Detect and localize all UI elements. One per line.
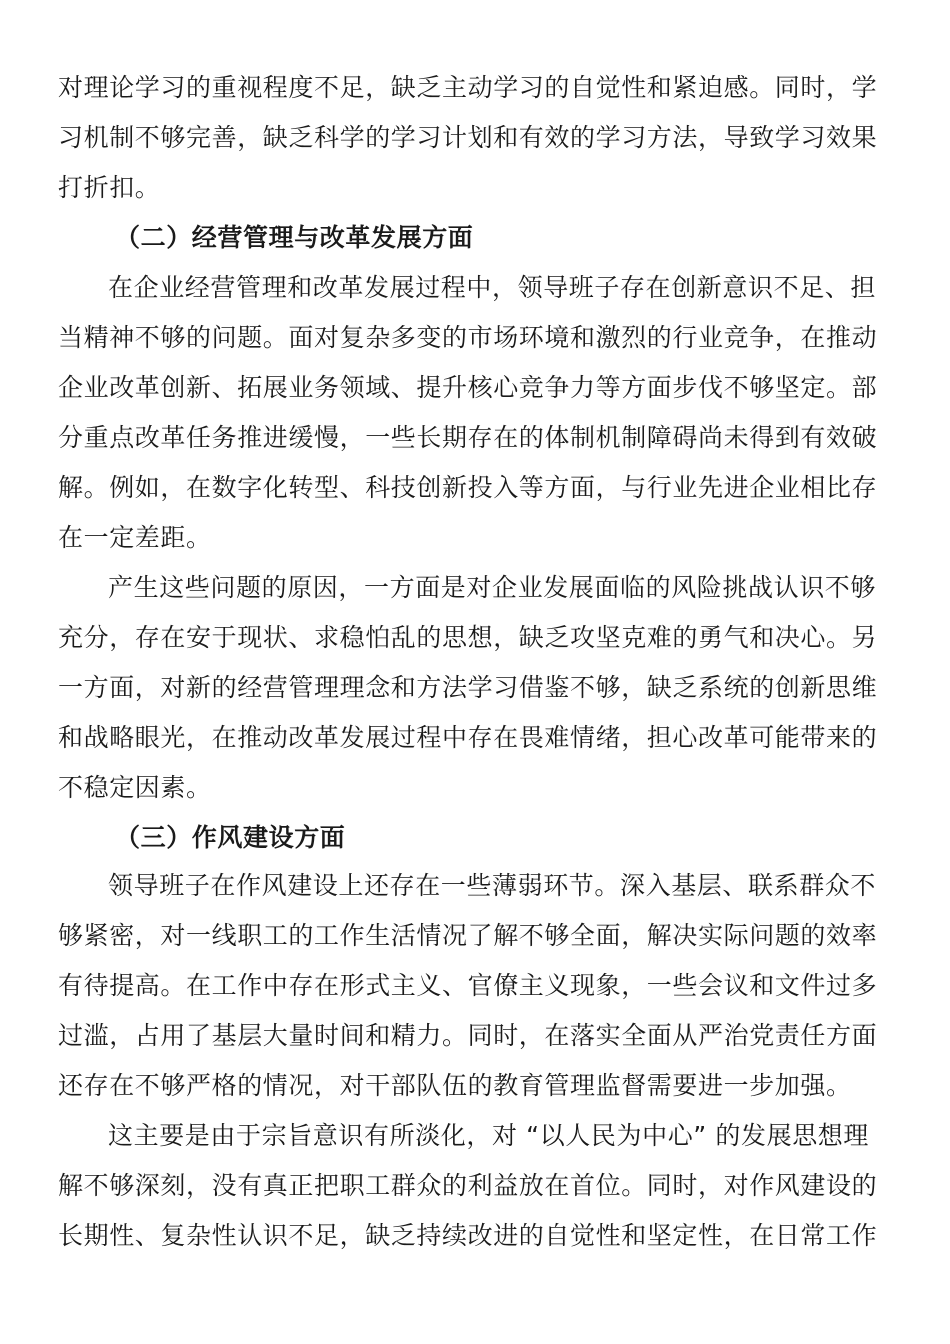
section-heading: （二）经营管理与改革发展方面 xyxy=(115,223,474,252)
paragraph-line: 对理论学习的重视程度不足，缺乏主动学习的自觉性和紧迫感。同时，学 xyxy=(58,73,878,102)
paragraph-line: 在企业经营管理和改革发展过程中，领导班子存在创新意识不足、担 xyxy=(108,273,877,302)
paragraph-line: 习机制不够完善，缺乏科学的学习计划和有效的学习方法，导致学习效果 xyxy=(58,123,878,152)
paragraph-line: 这主要是由于宗旨意识有所淡化，对 “以人民为中心” 的发展思想理 xyxy=(108,1121,869,1150)
paragraph-line: 长期性、复杂性认识不足，缺乏持续改进的自觉性和坚定性，在日常工作 xyxy=(58,1221,878,1250)
paragraph-line: 还存在不够严格的情况，对干部队伍的教育管理监督需要进一步加强。 xyxy=(58,1071,852,1100)
paragraph-line: 不稳定因素。 xyxy=(58,773,212,802)
paragraph-line: 和战略眼光，在推动改革发展过程中存在畏难情绪，担心改革可能带来的 xyxy=(58,723,878,752)
paragraph-line: 产生这些问题的原因，一方面是对企业发展面临的风险挑战认识不够 xyxy=(108,573,877,602)
paragraph-line: 解不够深刻，没有真正把职工群众的利益放在首位。同时，对作风建设的 xyxy=(58,1171,878,1200)
section-heading: （三）作风建设方面 xyxy=(115,823,346,852)
paragraph-line: 有待提高。在工作中存在形式主义、官僚主义现象，一些会议和文件过多 xyxy=(58,971,878,1000)
paragraph-line: 企业改革创新、拓展业务领域、提升核心竞争力等方面步伐不够坚定。部 xyxy=(58,373,878,402)
paragraph-line: 一方面，对新的经营管理理念和方法学习借鉴不够，缺乏系统的创新思维 xyxy=(58,673,878,702)
paragraph-line: 当精神不够的问题。面对复杂多变的市场环境和激烈的行业竞争，在推动 xyxy=(58,323,878,352)
paragraph-line: 充分，存在安于现状、求稳怕乱的思想，缺乏攻坚克难的勇气和决心。另 xyxy=(58,623,878,652)
paragraph-line: 解。例如，在数字化转型、科技创新投入等方面，与行业先进企业相比存 xyxy=(58,473,878,502)
paragraph-line: 分重点改革任务推进缓慢，一些长期存在的体制机制障碍尚未得到有效破 xyxy=(58,423,878,452)
paragraph-line: 够紧密，对一线职工的工作生活情况了解不够全面，解决实际问题的效率 xyxy=(58,921,878,950)
paragraph-line: 打折扣。 xyxy=(58,173,161,202)
paragraph-line: 领导班子在作风建设上还存在一些薄弱环节。深入基层、联系群众不 xyxy=(108,871,877,900)
paragraph-line: 过滥，占用了基层大量时间和精力。同时，在落实全面从严治党责任方面 xyxy=(58,1021,878,1050)
paragraph-line: 在一定差距。 xyxy=(58,523,212,552)
